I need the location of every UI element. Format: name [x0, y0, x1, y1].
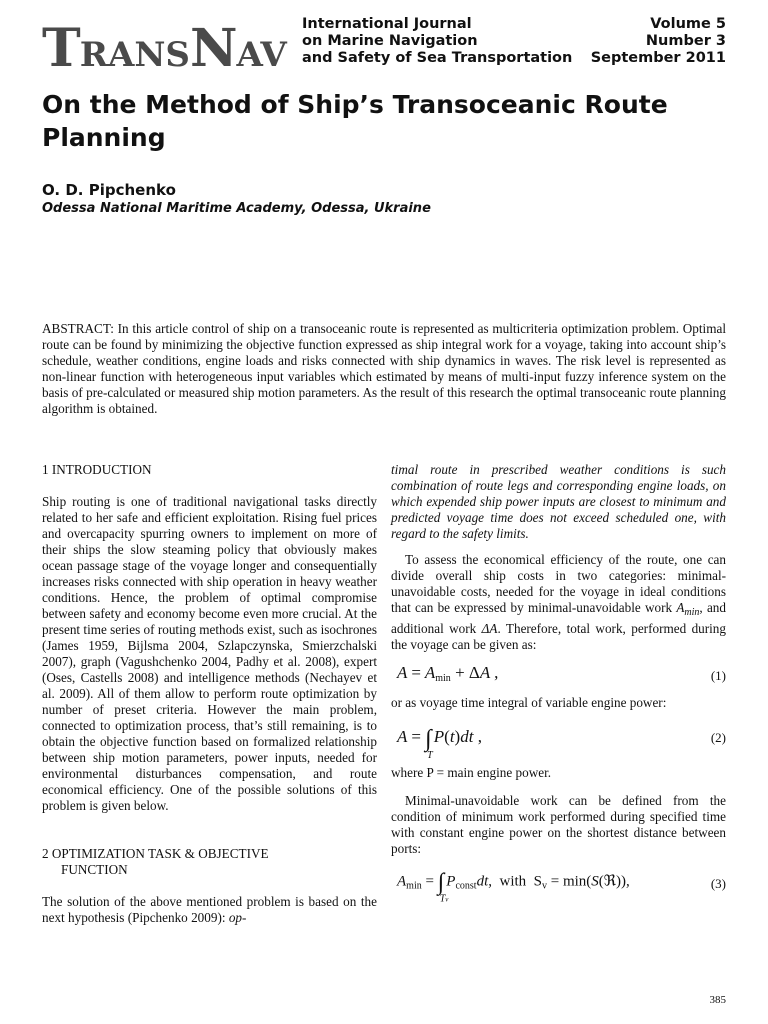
equation-2-body: A = ∫ T P(t)dt ,	[397, 726, 482, 761]
left-column	[42, 462, 377, 926]
journal-name-line: International Journal	[302, 16, 472, 32]
heading-line: 2 OPTIMIZATION TASK & OBJECTIVE	[42, 846, 269, 861]
issue-date: September 2011	[590, 50, 726, 66]
author-affiliation: Odessa National Maritime Academy, Odessa, Ukraine	[42, 201, 431, 216]
equation-number: (3)	[710, 876, 726, 891]
paragraph-text: , and additional work	[391, 600, 726, 636]
equation-2	[391, 711, 726, 765]
paragraph-text: . Therefore, total work, performed during the voyage can be given as:	[391, 621, 726, 652]
equation-3-body: $A_{min}$ = ∫ Tv $P_{const}dt$, with $S_v$ = min(S(ℜ)),	[397, 869, 630, 905]
equation-1	[391, 657, 726, 695]
section-heading-introduction: 1 INTRODUCTION	[42, 462, 152, 477]
paragraph-text: To assess the economical efficiency of the route, one can divide overall ship costs in two categories: minimal-unavoidable costs, needed for the voyage in ideal conditions that can be expressed by minimal-unavoidable work	[391, 552, 726, 615]
hypothesis-start: op-	[228, 910, 247, 925]
symbol-a: A	[676, 600, 685, 615]
issue-info	[546, 16, 726, 67]
introduction-paragraph: Ship routing is one of traditional navigational tasks directly related to her safe and efficient exploitation. Rising fuel prices and overcapacity spurring owners to implement on more of their ships the slow steaming policy that obviously makes ocean passage stage of the voyage longer and consequentially increases risks connected with ship operation in heavy weather conditions. Hence, the problem of optimal compromise between safety and economy become even more crucial. At the present time series of routing methods exist, such as isochrones (James 1959, Bijlsma 2004, Szlapczynska, Smierzchalski 2007), graph (Vagushchenko 2004, Padhy et al. 2008), expert (Oses, Castells 2008) and intelligence methods (Nechayev et al. 2009). All of them allow to perform route optimization by number of preset criteria. However the main problem, connected to optimization process, that’s still remaining, is to obtain the objective function based on formalized relationship between ship motion parameters, power inputs, needed for environmental disturbances compensation, and route economical efficiency. One of the possible solutions of this problem is given below.	[42, 494, 377, 813]
symbol-subscript: min	[684, 607, 700, 618]
where-text: where P = main engine power.	[391, 765, 552, 780]
minimal-work-paragraph: Minimal-unavoidable work can be defined from the condition of minimum work performed during specified time with constant engine power on the shortest distance between ports:	[391, 793, 726, 856]
journal-name	[302, 16, 572, 67]
journal-name-line: and Safety of Sea Transportation	[302, 50, 573, 66]
journal-logo: TRANSNAV	[42, 18, 287, 79]
equation-3	[391, 857, 726, 911]
equation-1-body: $A = A_{min} + \Delta A$ ,	[397, 663, 499, 684]
article-title: On the Method of Ship’s Transoceanic Route Planning	[42, 90, 668, 152]
equation-number: (1)	[710, 668, 726, 683]
optimization-paragraph	[42, 894, 377, 926]
equation-number: (2)	[710, 730, 726, 745]
number: Number 3	[645, 33, 726, 49]
hypothesis-text: timal route in prescribed weather conditions is such combination of route legs and corresponding engine loads, on which expended ship power inputs are closest to minimum and predicted voyage time does not exceed scheduled one, with regard to the safety limits.	[391, 462, 726, 541]
section-heading-optimization	[42, 846, 377, 878]
volume: Volume 5	[650, 16, 726, 32]
heading-line: FUNCTION	[61, 862, 128, 877]
right-column	[391, 462, 726, 911]
paragraph: or as voyage time integral of variable engine power:	[391, 695, 667, 710]
symbol-delta-a: ΔA	[481, 621, 498, 636]
page-number: 385	[709, 994, 726, 1006]
journal-name-line: on Marine Navigation	[302, 33, 478, 49]
costs-paragraph	[391, 552, 726, 653]
abstract: ABSTRACT: In this article control of ship on a transoceanic route is represented as multicriteria optimization problem. Optimal route can be found by minimizing the objective function expressed as ship integral work for a voyage, taking into account ship’s schedule, weather conditions, engine loads and risks connected with ship dynamics in waves. The risk level is represented as non-linear function with heterogeneous input variables which estimated by means of multi-input fuzzy inference system on the basis of pre-calculated or measured ship motion parameters. As the result of this research the optimal transoceanic route planning algorithm is obtained.	[42, 321, 726, 416]
author-name: O. D. Pipchenko	[42, 181, 176, 199]
paragraph-text: The solution of the above mentioned problem is based on the next hypothesis (Pipchenko 2009):	[42, 894, 377, 925]
